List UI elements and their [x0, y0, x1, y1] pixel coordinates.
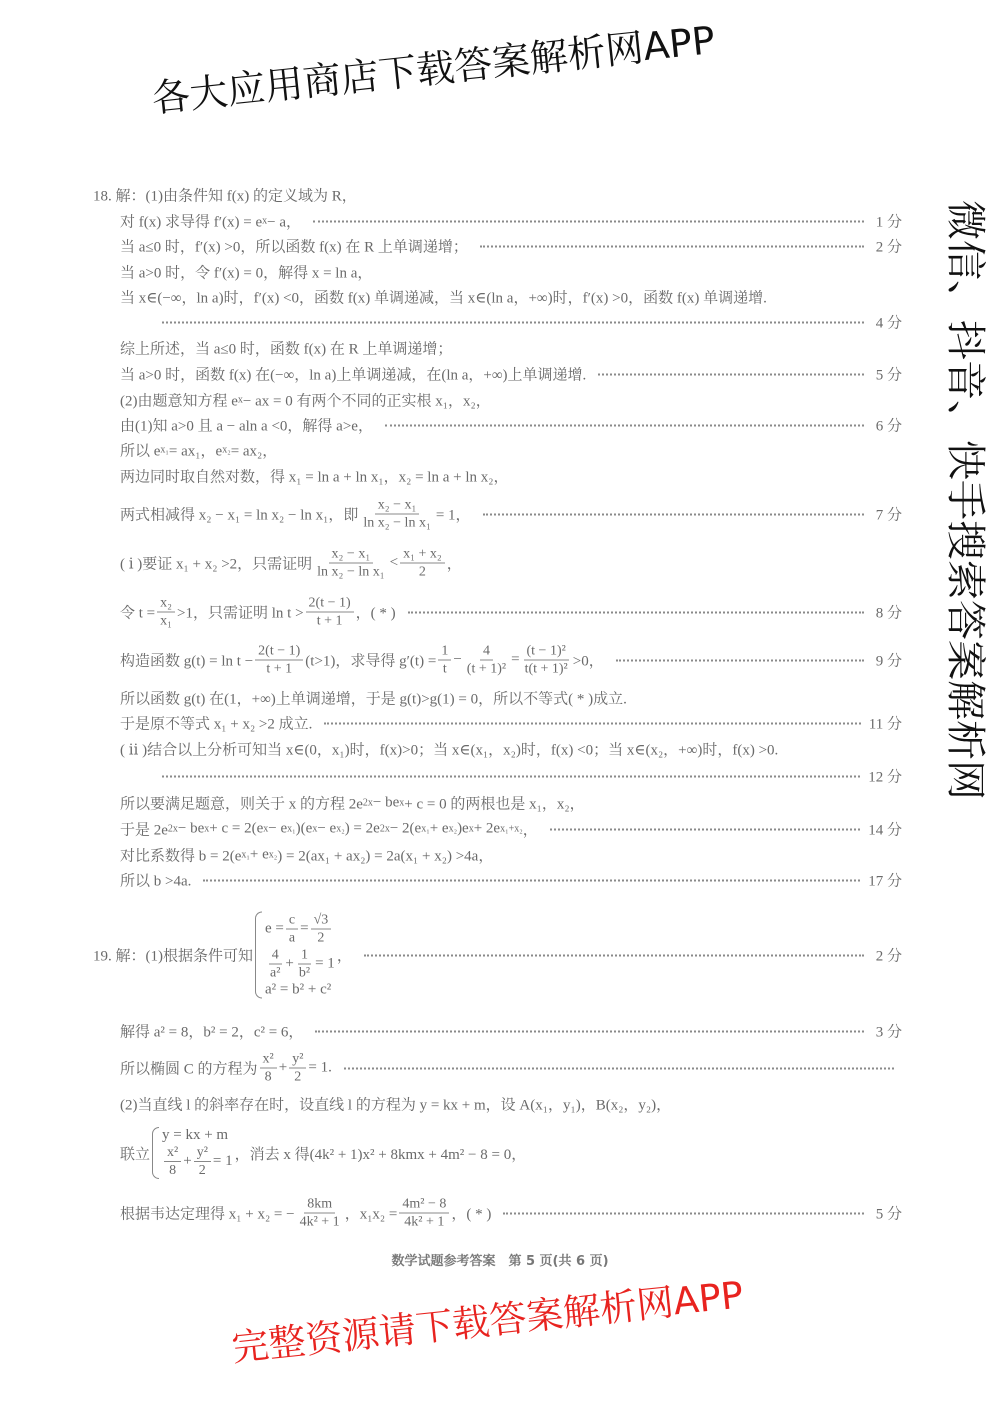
score-label: 2 分: [875, 239, 902, 256]
math-text: ，x₁x₂ =: [344, 1206, 398, 1223]
solution-line: [120, 497, 902, 532]
solution-line: [93, 185, 902, 206]
fraction: [157, 595, 175, 630]
solution-line: [120, 793, 902, 814]
solution-line: [120, 390, 902, 411]
denominator: (t + 1)²: [466, 661, 507, 677]
math-text: 所以椭圆 C 的方程为: [120, 1061, 258, 1078]
fraction: [297, 1196, 343, 1231]
math-text: = 1，: [435, 507, 471, 524]
score-label: 12 分: [868, 769, 902, 786]
denominator: a: [288, 930, 296, 946]
line-content: [120, 262, 372, 283]
fraction: [255, 643, 303, 678]
math-text: =: [511, 651, 520, 668]
math-text: ) = 2e: [344, 820, 380, 837]
fraction: [289, 1051, 306, 1086]
line-content: [120, 287, 767, 308]
math-text: 19. 解：(1)根据条件可知: [93, 948, 253, 965]
math-text: =: [300, 920, 309, 937]
fraction: [400, 546, 445, 581]
math-text: ，( * ): [451, 1206, 492, 1223]
math-text: 当 a>0 时，函数 f(x) 在(−∞，ln a)上单调递减，在(ln a，+∞)上单调递增.: [120, 367, 587, 384]
dotted-leader: [483, 513, 864, 515]
math-text: 于是 2e: [120, 822, 168, 839]
math-text: 当 x∈(−∞，ln a)时，f′(x) <0，函数 f(x) 单调递减，当 x∈(ln a，+∞)时，f′(x) >0，函数 f(x) 单调递增.: [120, 290, 767, 307]
math-text: ，: [522, 822, 538, 839]
line-content: [120, 338, 452, 359]
page-footer: 数学试题参考答案 第 5 页(共 6 页): [391, 1254, 609, 1269]
math-text: ，: [446, 556, 462, 573]
math-text: +: [285, 955, 294, 972]
line-content: (2)由题意知方程 e x − ax = 0 有两个不同的正实根 x₁，x₂，: [120, 390, 491, 411]
math-text: 联立: [120, 1146, 151, 1163]
math-text: − e: [317, 820, 337, 837]
denominator: 2: [294, 1069, 302, 1085]
math-text: e =: [265, 920, 284, 937]
fraction: [267, 947, 283, 982]
math-text: 所以要满足题意，则关于 x 的方程 2e: [120, 796, 363, 813]
score-label: 11 分: [868, 716, 902, 733]
math-text: (t>1)，求导得 g′(t) =: [305, 653, 437, 670]
math-text: +: [278, 1059, 288, 1076]
system-row: [265, 912, 335, 947]
score-label: 7 分: [875, 507, 902, 524]
math-text: + e: [249, 846, 269, 863]
math-text: ，( * ): [355, 605, 396, 622]
math-text: 两边同时取自然对数，得 x₁ = ln a + ln x₁，x₂ = ln a + ln x₂，: [120, 469, 509, 486]
system-row: [162, 1144, 233, 1179]
math-text: (2)由题意知方程 e: [120, 393, 238, 410]
line-content: 所以要满足题意，则关于 x 的方程 2e 2x − be x + c = 0 的两根也是 x₁，x₂，: [120, 794, 585, 813]
math-text: 由(1)知 a>0 且 a − aln a <0，解得 a>e，: [120, 418, 373, 435]
fraction: [260, 1051, 277, 1086]
left-brace: [152, 1127, 159, 1179]
math-text: = 1.: [308, 1059, 332, 1076]
solution-line: [93, 912, 902, 999]
solution-line: [120, 1094, 902, 1115]
system-rows: [162, 1127, 233, 1179]
numerator: 2(t − 1): [306, 595, 354, 613]
score-label: 5 分: [875, 1206, 902, 1223]
math-text: 所以 b >4a.: [120, 873, 192, 890]
solution-line: [150, 766, 902, 787]
numerator: x₂: [157, 595, 175, 613]
line-content: [93, 185, 357, 206]
dotted-leader: [550, 828, 861, 830]
math-text: = 1: [315, 955, 335, 972]
line-content: [120, 415, 373, 436]
dotted-leader: [203, 879, 860, 881]
dotted-leader: [503, 1212, 864, 1214]
math-text: − 2(e: [389, 820, 422, 837]
fraction: [194, 1144, 211, 1179]
line-content: [120, 713, 312, 734]
denominator: a²: [270, 965, 281, 981]
denominator: x₁: [160, 613, 173, 629]
math-text: − a，: [267, 214, 301, 231]
math-text: 所以 e: [120, 443, 161, 460]
math-text: = ax₁，e: [168, 443, 223, 460]
solution-line: [120, 1051, 902, 1086]
numerator: c: [286, 912, 298, 930]
denominator: 4k² + 1: [404, 1214, 445, 1230]
numerator: 4m² − 8: [399, 1196, 449, 1214]
fraction: [311, 912, 332, 947]
dotted-leader: [162, 775, 860, 777]
line-content: [120, 497, 471, 532]
math-text: ，: [336, 948, 352, 965]
score-label: 6 分: [875, 418, 902, 435]
fraction: [296, 947, 313, 982]
math-text: >1，只需证明 ln t >: [177, 605, 304, 622]
dotted-leader: [162, 321, 864, 323]
math-text: <: [389, 554, 399, 571]
math-text: − e: [268, 820, 288, 837]
math-text: + c = 2(e: [209, 820, 264, 837]
numerator: y²: [289, 1051, 306, 1069]
line-content: [120, 595, 396, 630]
fraction: [306, 595, 354, 630]
math-text: + c = 0 的两根也是 x₁，x₂，: [404, 796, 585, 813]
numerator: √3: [311, 912, 332, 930]
math-text: ，消去 x 得(4k² + 1)x² + 8kmx + 4m² − 8 = 0，: [234, 1146, 527, 1163]
dotted-leader: [315, 1030, 864, 1032]
solution-line: [120, 870, 902, 891]
solution-line: [120, 364, 902, 385]
line-content: [120, 236, 468, 257]
math-text: ( ⅰ )要证 x₁ + x₂ >2，只需证明: [120, 556, 313, 573]
dotted-leader: [313, 220, 864, 222]
denominator: ln x₂ − ln x₁: [363, 515, 431, 531]
watermark-bottom-right: 微信、抖音、快手搜索答案解析网: [942, 200, 988, 800]
math-text: 两式相减得 x₂ − x₁ = ln x₂ − ln x₁，即: [120, 507, 359, 524]
line-content: [120, 643, 604, 678]
math-text: (2)当直线 l 的斜率存在时，设直线 l 的方程为 y = kx + m，设 A(x₁，y₁)，B(x₂，y₂)，: [120, 1097, 672, 1114]
solution-line: [120, 845, 902, 866]
line-content: [120, 546, 462, 581]
solution-line: [120, 262, 902, 283]
math-text: 构造函数 g(t) = ln t −: [120, 653, 254, 670]
math-text: a² = b² + c²: [265, 981, 332, 998]
solution-line: [120, 236, 902, 257]
line-content: 于是 2e 2x − be x + c = 2(e x − e x₁ )(e x − e x₂ ) = 2e 2x − 2(e x₁ + e x₂ )e x + 2e x₁+x₂ ，: [120, 820, 538, 839]
line-content: [120, 1021, 303, 1042]
fraction: [314, 546, 387, 581]
denominator: 4k² + 1: [299, 1214, 340, 1230]
denominator: ln x₂ − ln x₁: [317, 564, 385, 580]
fraction: [286, 912, 298, 947]
numerator: 4: [269, 947, 282, 965]
line-content: [120, 688, 627, 709]
solution-line: [120, 1127, 902, 1179]
line-content: [120, 1051, 332, 1086]
solution-line: [120, 595, 902, 630]
math-text: y = kx + m: [162, 1127, 229, 1143]
numerator: y²: [194, 1144, 211, 1162]
score-label: 3 分: [875, 1024, 902, 1041]
score-label: 4 分: [875, 315, 902, 332]
dotted-leader: [408, 611, 864, 613]
line-content: [120, 870, 191, 891]
line-content: [120, 1094, 671, 1115]
score-label: 17 分: [868, 873, 902, 890]
denominator: t + 1: [316, 613, 343, 629]
score-label: 5 分: [875, 367, 902, 384]
math-text: + 2e: [473, 820, 501, 837]
math-text: ( ⅱ )结合以上分析可知当 x∈(0，x₁)时，f(x)>0；当 x∈(x₁，x₂)时，f(x) <0；当 x∈(x₂，+∞)时，f(x) >0.: [120, 742, 779, 759]
solution-line: [120, 1196, 902, 1231]
math-text: 18. 解：(1)由条件知 f(x) 的定义域为 R，: [93, 188, 357, 205]
math-text: − be: [372, 794, 400, 811]
line-content: [120, 739, 778, 760]
system-rows: [265, 912, 335, 999]
math-text: +: [183, 1153, 192, 1169]
line-content: [93, 912, 352, 999]
denominator: b²: [298, 965, 311, 981]
line-content: [120, 1127, 526, 1179]
numerator: x₁ + x₂: [400, 546, 445, 564]
solution-line: [120, 287, 902, 308]
math-text: + e: [429, 820, 449, 837]
line-content: 所以 e x₁ = ax₁，e x₂ = ax₂，: [120, 440, 277, 461]
math-text: 当 a≤0 时，f′(x) >0，所以函数 f(x) 在 R 上单调递增；: [120, 239, 468, 256]
math-text: 根据韦达定理得 x₁ + x₂ = −: [120, 1206, 295, 1223]
solution-line: [120, 713, 902, 734]
denominator: t(t + 1)²: [524, 661, 568, 677]
fraction: [360, 497, 433, 532]
math-text: )(e: [295, 820, 313, 837]
math-text: 对比系数得 b = 2(e: [120, 848, 242, 865]
equation-system: [255, 912, 335, 999]
score-label: 14 分: [868, 822, 902, 839]
math-text: 综上所述，当 a≤0 时，函数 f(x) 在 R 上单调递增；: [120, 341, 453, 358]
dotted-leader: [364, 954, 864, 956]
system-row: [265, 947, 335, 982]
score-label: 8 分: [875, 605, 902, 622]
fraction: [399, 1196, 449, 1231]
math-text: 对 f(x) 求导得 f′(x) = e: [120, 214, 263, 231]
denominator: 2: [418, 564, 426, 580]
math-text: − ax = 0 有两个不同的正实根 x₁，x₂，: [242, 393, 491, 410]
fraction: [164, 1144, 181, 1179]
numerator: 8km: [304, 1196, 335, 1214]
watermark-center: 完整资源请下载答案解析网APP: [229, 1273, 746, 1370]
fraction: [438, 643, 451, 678]
numerator: 1: [298, 947, 311, 965]
denominator: 8: [264, 1069, 272, 1085]
numerator: 2(t − 1): [255, 643, 303, 661]
math-text: ) = 2(ax₁ + ax₂) = 2a(x₁ + x₂) >4a，: [277, 848, 494, 865]
math-text: − be: [177, 820, 205, 837]
equation-system: [152, 1127, 233, 1179]
solution-line: [120, 211, 902, 232]
score-label: 1 分: [875, 214, 902, 231]
solution-line: [120, 819, 902, 840]
math-text: 于是原不等式 x₁ + x₂ >2 成立.: [120, 716, 313, 733]
math-text: 解得 a² = 8，b² = 2，c² = 6，: [120, 1024, 304, 1041]
numerator: x²: [260, 1051, 277, 1069]
math-text: >0，: [572, 653, 604, 670]
fraction: [522, 643, 571, 678]
line-content: [120, 1196, 491, 1231]
dotted-leader: [324, 722, 860, 724]
denominator: t + 1: [266, 661, 293, 677]
system-row: [162, 1127, 233, 1144]
solution-line: [120, 688, 902, 709]
system-row: [265, 982, 335, 999]
line-content: 对比系数得 b = 2(e x₁ + e x₂ ) = 2(ax₁ + ax₂) = 2a(x₁ + x₂) >4a，: [120, 846, 494, 865]
math-text: )e: [457, 820, 469, 837]
numerator: x²: [164, 1144, 181, 1162]
solution-line: [120, 546, 902, 581]
numerator: x₂ − x₁: [329, 546, 374, 564]
dotted-leader: [344, 1067, 894, 1069]
dotted-leader: [598, 373, 864, 375]
solution-line: [120, 415, 902, 436]
score-label: 9 分: [875, 653, 902, 670]
numerator: (t − 1)²: [524, 643, 569, 661]
dotted-leader: [385, 424, 864, 426]
line-content: [120, 466, 509, 487]
denominator: 2: [317, 930, 325, 946]
math-text: 令 t =: [120, 605, 156, 622]
score-label: 2 分: [875, 948, 902, 965]
math-text: 当 a>0 时，令 f′(x) = 0，解得 x = ln a，: [120, 265, 373, 282]
solution-line: [120, 739, 902, 760]
solution-line: [120, 466, 902, 487]
denominator: t: [442, 661, 447, 677]
math-text: −: [453, 651, 462, 668]
left-brace: [255, 912, 262, 999]
fraction: [464, 643, 509, 678]
denominator: 8: [169, 1163, 177, 1178]
numerator: 1: [438, 643, 451, 661]
math-text: = ax₂，: [230, 443, 278, 460]
solution-line: [150, 312, 902, 333]
solution-line: [120, 338, 902, 359]
math-text: 所以函数 g(t) 在(1，+∞)上单调递增，于是 g(t)>g(1) = 0，所以不等式( * )成立.: [120, 691, 627, 708]
math-text: = 1: [212, 1153, 233, 1169]
solution-line: [120, 643, 902, 678]
solution-line: [120, 1021, 902, 1042]
line-content: 对 f(x) 求导得 f′(x) = e x − a，: [120, 211, 301, 232]
solution-line: [120, 440, 902, 461]
dotted-leader: [616, 659, 864, 661]
watermark-top-left: 各大应用商店下载答案解析网APP: [149, 17, 718, 121]
numerator: 4: [480, 643, 493, 661]
dotted-leader: [480, 245, 864, 247]
line-content: [120, 364, 586, 385]
numerator: x₂ − x₁: [375, 497, 420, 515]
denominator: 2: [198, 1163, 206, 1178]
